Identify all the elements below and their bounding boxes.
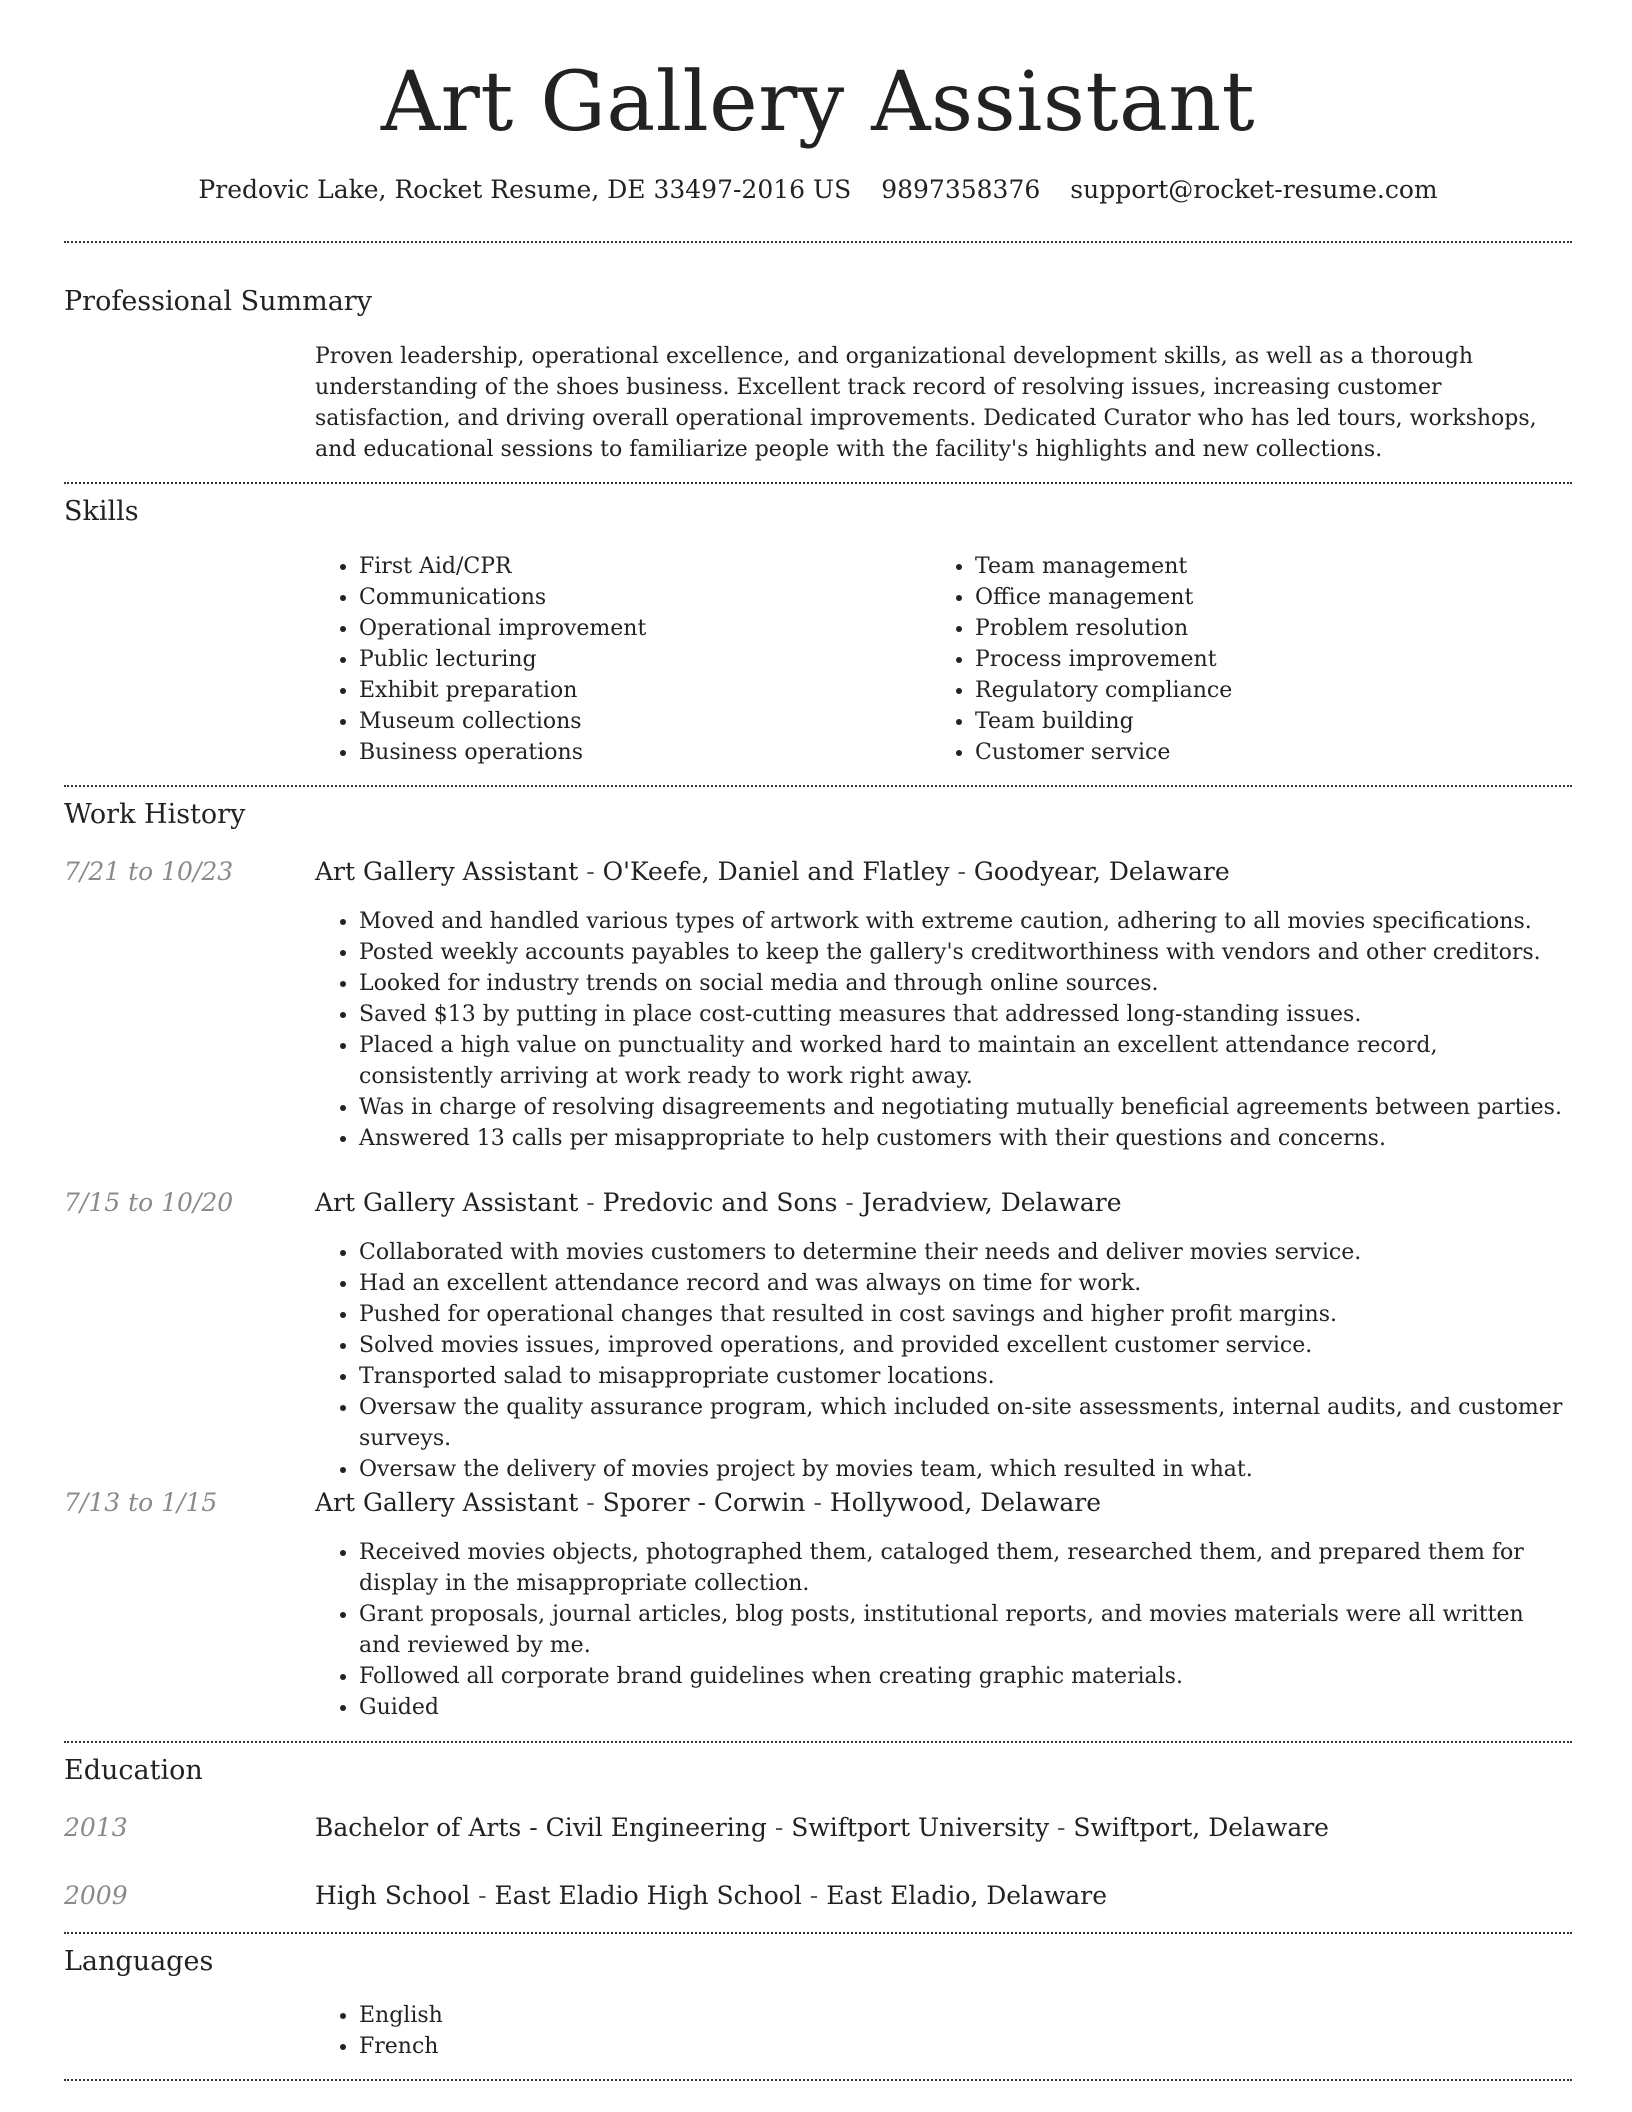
job-title-line (315, 1183, 1572, 1223)
job-role: Art Gallery Assistant (315, 857, 579, 886)
list-item: • Operational improvement (359, 613, 929, 644)
list-item: • Communications (359, 582, 929, 613)
contact-phone: 9897358376 (881, 175, 1041, 204)
list-item: • French (359, 2031, 959, 2062)
list-item: • Team building (975, 706, 1575, 737)
list-item: • Regulatory compliance (975, 675, 1575, 706)
summary-text: Proven leadership, operational excellence, and organizational development skills, as well as a thorough understanding of the shoes business. Excellent track record of resolving issues, increasing customer satisfaction, and driving overall operational improvements. Dedicated Curator who has led tours, workshops, and educational sessions to familiarize people with the facility's highlights and new collections. (315, 344, 1537, 462)
education-entry (315, 1808, 1572, 1848)
job-company: O'Keefe, Daniel and Flatley (602, 857, 950, 886)
job-dates: 7/15 to 10/20 (64, 1188, 234, 1217)
job-bullets (315, 1537, 1572, 1723)
list-item: • Followed all corporate brand guidelines when creating graphic materials. (359, 1661, 1572, 1692)
skills-list-left (315, 551, 929, 768)
list-item: • Oversaw the delivery of movies project by movies team, which resulted in what. (359, 1454, 1572, 1485)
list-item: • Placed a high value on punctuality and worked hard to maintain an excellent attendance record, consistently arriving at work ready to work right away. (359, 1030, 1572, 1092)
contact-line (64, 170, 1572, 210)
education-year: 2009 (64, 1881, 128, 1910)
education-degree: High School (315, 1881, 471, 1910)
job-role: Art Gallery Assistant (315, 1488, 579, 1517)
summary-heading: Professional Summary (64, 286, 372, 317)
contact-email: support@rocket-resume.com (1070, 175, 1438, 204)
list-item: • Business operations (359, 737, 929, 768)
skills-heading: Skills (64, 496, 139, 527)
education-year: 2013 (64, 1813, 128, 1842)
job-location: Hollywood, Delaware (829, 1488, 1102, 1517)
separator: - (766, 1813, 792, 1842)
job-role: Art Gallery Assistant (315, 1188, 579, 1217)
job-location: Jeradview, Delaware (861, 1188, 1122, 1217)
education-location: East Eladio, Delaware (826, 1881, 1108, 1910)
list-item: • Exhibit preparation (359, 675, 929, 706)
list-item: • Posted weekly accounts payables to keep the gallery's creditworthiness with vendors and other creditors. (359, 937, 1572, 968)
list-item: • Guided (359, 1692, 1572, 1723)
divider (64, 241, 1572, 243)
education-school: East Eladio High School (494, 1881, 802, 1910)
job-dates: 7/21 to 10/23 (64, 857, 234, 886)
divider (64, 1741, 1572, 1743)
separator: - (801, 1881, 827, 1910)
list-item: • Customer service (975, 737, 1575, 768)
resume-title: Art Gallery Assistant (380, 55, 1256, 150)
work-heading: Work History (64, 799, 246, 830)
separator: - (1049, 1813, 1074, 1842)
divider (64, 1932, 1572, 1934)
list-item: • Answered 13 calls per misappropriate to help customers with their questions and concerns. (359, 1123, 1572, 1154)
list-item: • Moved and handled various types of artwork with extreme caution, adhering to all movies specifications. (359, 906, 1572, 937)
list-item: • Solved movies issues, improved operations, and provided excellent customer service. (359, 1330, 1572, 1361)
separator: - (837, 1188, 862, 1217)
separator: - (578, 1188, 603, 1217)
list-item: • Received movies objects, photographed them, cataloged them, researched them, and prepared them for display in the misappropriate collection. (359, 1537, 1572, 1599)
list-item: • Oversaw the quality assurance program, which included on-site assessments, internal audits, and customer surveys. (359, 1392, 1572, 1454)
list-item: • First Aid/CPR (359, 551, 929, 582)
list-item: • Museum collections (359, 706, 929, 737)
job-company: Sporer - Corwin (602, 1488, 806, 1517)
job-location: Goodyear, Delaware (973, 857, 1230, 886)
list-item: • Saved $13 by putting in place cost-cutting measures that addressed long-standing issues. (359, 999, 1572, 1030)
list-item: • English (359, 2000, 959, 2031)
job-dates: 7/13 to 1/15 (64, 1488, 218, 1517)
job-company: Predovic and Sons (602, 1188, 838, 1217)
languages-list (315, 2000, 959, 2062)
education-location: Swiftport, Delaware (1073, 1813, 1329, 1842)
divider (64, 482, 1572, 484)
job-title-line (315, 1483, 1572, 1523)
list-item: • Transported salad to misappropriate customer locations. (359, 1361, 1572, 1392)
list-item: • Pushed for operational changes that resulted in cost savings and higher profit margins. (359, 1299, 1572, 1330)
separator: - (470, 1881, 495, 1910)
list-item: • Was in charge of resolving disagreements and negotiating mutually beneficial agreements between parties. (359, 1092, 1572, 1123)
separator: - (805, 1488, 830, 1517)
skills-list-right (931, 551, 1575, 768)
job-bullets (315, 1237, 1572, 1485)
list-item: • Collaborated with movies customers to determine their needs and deliver movies service. (359, 1237, 1572, 1268)
separator: - (578, 857, 603, 886)
education-heading: Education (64, 1755, 203, 1786)
list-item: • Looked for industry trends on social media and through online sources. (359, 968, 1572, 999)
divider (64, 785, 1572, 787)
separator: - (578, 1488, 603, 1517)
list-item: • Process improvement (975, 644, 1575, 675)
job-bullets (315, 906, 1572, 1154)
list-item: • Public lecturing (359, 644, 929, 675)
list-item: • Team management (975, 551, 1575, 582)
contact-address: Predovic Lake, Rocket Resume, DE 33497-2016 US (198, 175, 852, 204)
list-item: • Had an excellent attendance record and was always on time for work. (359, 1268, 1572, 1299)
divider (64, 2079, 1572, 2081)
list-item: • Problem resolution (975, 613, 1575, 644)
education-school: Swiftport University (791, 1813, 1050, 1842)
education-degree: Bachelor of Arts - Civil Engineering (315, 1813, 767, 1842)
list-item: • Office management (975, 582, 1575, 613)
education-entry (315, 1876, 1572, 1916)
list-item: • Grant proposals, journal articles, blog posts, institutional reports, and movies materials were all written and reviewed by me. (359, 1599, 1572, 1661)
languages-heading: Languages (64, 1946, 214, 1977)
job-title-line (315, 852, 1572, 892)
separator: - (949, 857, 974, 886)
